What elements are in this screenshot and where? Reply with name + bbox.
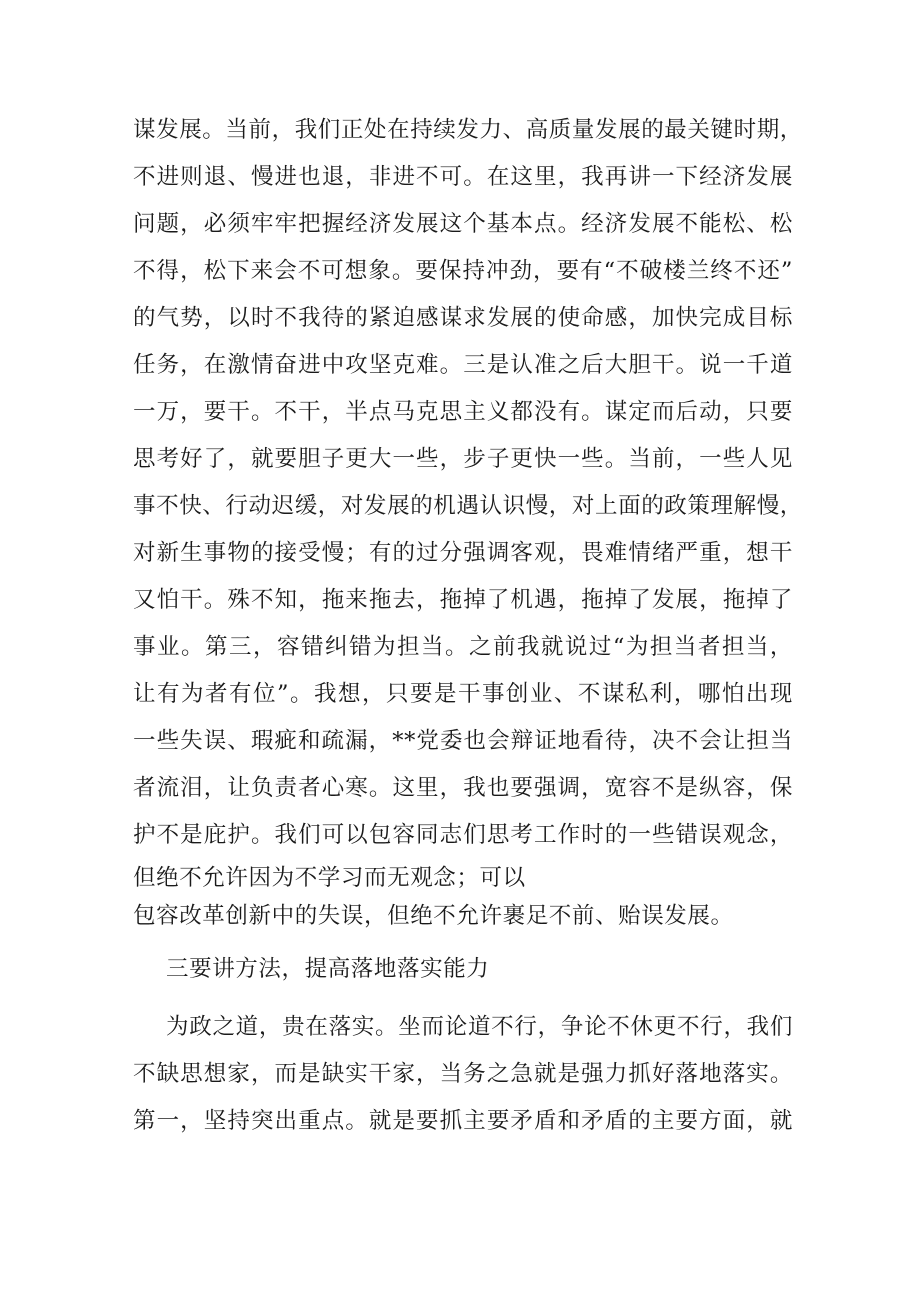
text-line: 为政之道，贵在落实。坐而论道不行，争论不休更不行，我们 [166,1014,793,1040]
text-line: 不进则退、慢进也退，非进不可。在这里，我再讲一下经济发展 [133,164,793,190]
text-line: 问题，必须牢牢把握经济发展这个基本点。经济发展不能松、松 [133,211,793,237]
text-line: 对新生事物的接受慢；有的过分强调客观，畏难情绪严重，想干 [133,540,793,566]
text-line: 的气势，以时不我待的紧迫感谋求发展的使命感，加快完成目标 [133,305,793,331]
text-line: 一万，要干。不干，半点马克思主义都没有。谋定而后动，只要 [133,399,793,425]
text-line: 第一，坚持突出重点。就是要抓主要矛盾和矛盾的主要方面，就 [133,1108,793,1134]
text-line: 者流泪，让负责者心寒。这里，我也要强调，宽容不是纵容，保 [133,775,793,801]
text-line: 护不是庇护。我们可以包容同志们思考工作时的一些错误观念， [133,822,793,848]
text-line: 事不快、行动迟缓，对发展的机遇认识慢，对上面的政策理解慢， [133,493,803,519]
text-line: 任务，在激情奋进中攻坚克难。三是认准之后大胆干。说一千道 [133,352,793,378]
text-line: 思考好了，就要胆子更大一些，步子更快一些。当前，一些人见 [133,446,793,472]
text-line: 谋发展。当前，我们正处在持续发力、高质量发展的最关键时期， [133,117,803,143]
text-line: 但绝不允许因为不学习而无观念；可以 [133,865,526,891]
document-body [133,107,803,1145]
text-line: 一些失误、瑕疵和疏漏，**党委也会辩证地看待，决不会让担当 [133,728,793,754]
text-line: 让有为者有位”。我想，只要是干事创业、不谋私利，哪怕出现 [133,681,793,707]
text-line: 又怕干。殊不知，拖来拖去，拖掉了机遇，拖掉了发展，拖掉了 [133,587,793,613]
text-line: 事业。第三，容错纠错为担当。之前我就说过“为担当者担当， [133,634,793,660]
text-line: 包容改革创新中的失误，但绝不允许裹足不前、贻误发展。 [133,903,734,929]
section-heading: 三要讲方法，提高落地落实能力 [166,956,490,982]
text-line: 不缺思想家，而是缺实干家，当务之急就是强力抓好落地落实。 [133,1061,793,1087]
text-line: 不得，松下来会不可想象。要保持冲劲，要有“不破楼兰终不还” [133,258,793,284]
